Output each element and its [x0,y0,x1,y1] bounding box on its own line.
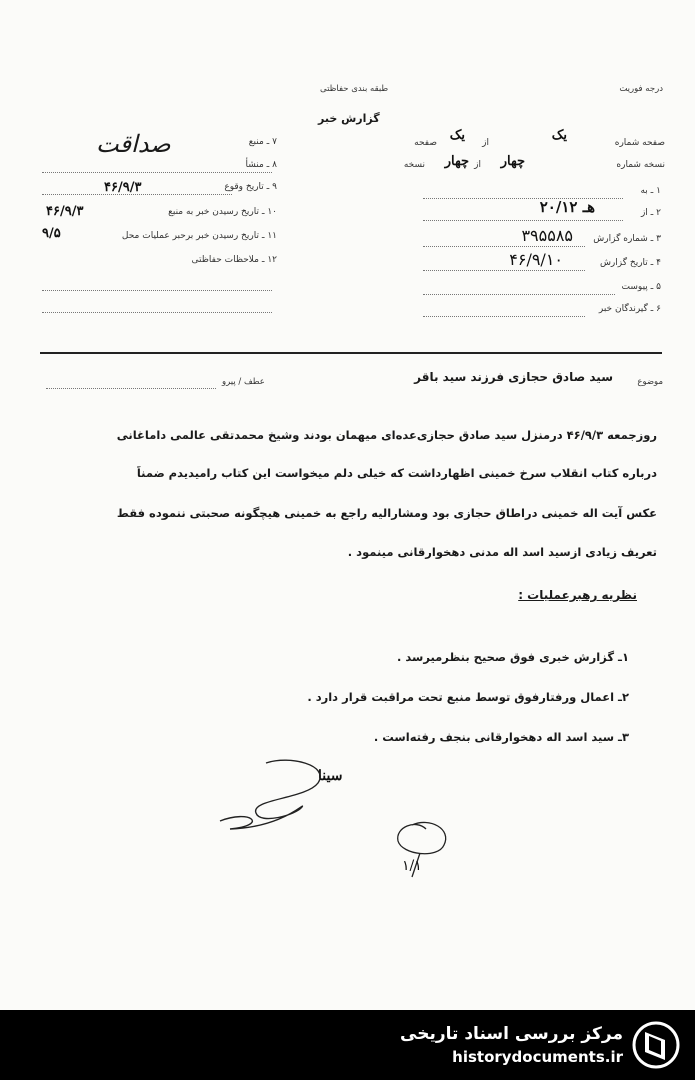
copy-number-label: نسخه شماره [616,160,665,170]
leadership-opinion-title: نظریه رهبرعملیات : [518,588,637,602]
opinion-item-3: ۳ـ سید اسد اله دهخوارقانی بنجف رفته‌است . [373,730,629,744]
page-unit: صفحه [414,138,437,148]
copy-of-value: چهار [444,154,469,169]
to-label: ۱ ـ به [640,186,661,196]
from-label: ۲ ـ از [640,208,661,218]
divider [40,352,662,354]
body-line-2: درباره کتاب انقلاب سرخ خمینی اظهارداشت که خیلی دلم میخواست این کتاب رامیدیدم ضمناً [136,466,657,480]
watermark-footer [0,1010,695,1080]
receipt-ops-value: ۹/۵ [42,226,61,241]
source-label: ۷ ـ منبع [248,137,277,147]
recipients-label: ۶ ـ گیرندگان خبر [598,304,661,314]
copy-of-label: از [474,160,481,170]
page-of-label: از [482,138,489,148]
from-value: ۲۰/۱۲ هـ [539,198,595,216]
initials: ۱/۱ [402,858,422,874]
signature-name: سینا [318,768,343,784]
report-no-label: ۳ ـ شماره گزارش [593,234,661,244]
body-line-4: تعریف زیادی ازسید اسد اله مدنی دهخوارقانی مینمود . [347,545,657,559]
initials-scribble-icon [390,815,460,890]
reference-label: عطف / پیرو [222,377,265,387]
copy-unit: نسخه [403,160,425,170]
report-date-value: ۴۶/۹/۱۰ [509,250,563,269]
source-value: صداقت [96,130,171,158]
page-number-value: یک [551,128,567,143]
body-line-1: روزجمعه ۴۶/۹/۳ درمنزل سید صادق حجازی‌عده‌ای میهمان بودند وشیخ محمدتقی عالمی داماغانی [116,428,657,442]
footer-title: مرکز بررسی اسناد تاریخی [400,1024,623,1044]
receipt-source-label: ۱۰ ـ تاریخ رسیدن خبر به منبع [168,207,277,217]
copy-number-value: چهار [500,154,525,169]
occurrence-date-value: ۴۶/۹/۳ [104,180,142,195]
origin-label: ۸ ـ منشأ [245,160,277,170]
report-date-label: ۴ ـ تاریخ گزارش [599,258,661,268]
classification-label: طبقه بندی حفاظتی [320,84,389,94]
archive-logo-icon [631,1020,681,1070]
signature-scribble-icon [210,755,343,835]
occurrence-date-label: ۹ ـ تاریخ وقوع [224,182,277,192]
body-line-3: عکس آیت اله خمینی دراطاق حجازی بود ومشارالیه راجع به خمینی هیچگونه صحبتی ننموده فقط [116,506,657,520]
report-title: گزارش خبر [318,112,380,125]
page-number-label: صفحه شماره [614,138,665,148]
opinion-item-1: ۱ـ گزارش خبری فوق صحیح بنظرمیرسد . [397,650,629,664]
page-of-value: یک [449,128,465,143]
receipt-source-value: ۴۶/۹/۳ [46,204,84,219]
subject-label: موضوع [637,377,663,387]
remarks-label: ۱۲ ـ ملاحظات حفاظتی [191,255,277,265]
footer-url: historydocuments.ir [452,1048,623,1066]
attachment-label: ۵ ـ پیوست [621,282,661,292]
subject-value: سید صادق حجازی فرزند سید باقر [414,370,613,384]
priority-label: درجه فوریت [619,84,663,94]
receipt-ops-label: ۱۱ ـ تاریخ رسیدن خبر برحبر عملیات محل [121,231,277,241]
report-no-value: ۳۹۵۵۸۵ [521,226,573,245]
opinion-item-2: ۲ـ اعمال ورفتارفوق توسط منبع تحت مراقبت قرار دارد . [307,690,629,704]
